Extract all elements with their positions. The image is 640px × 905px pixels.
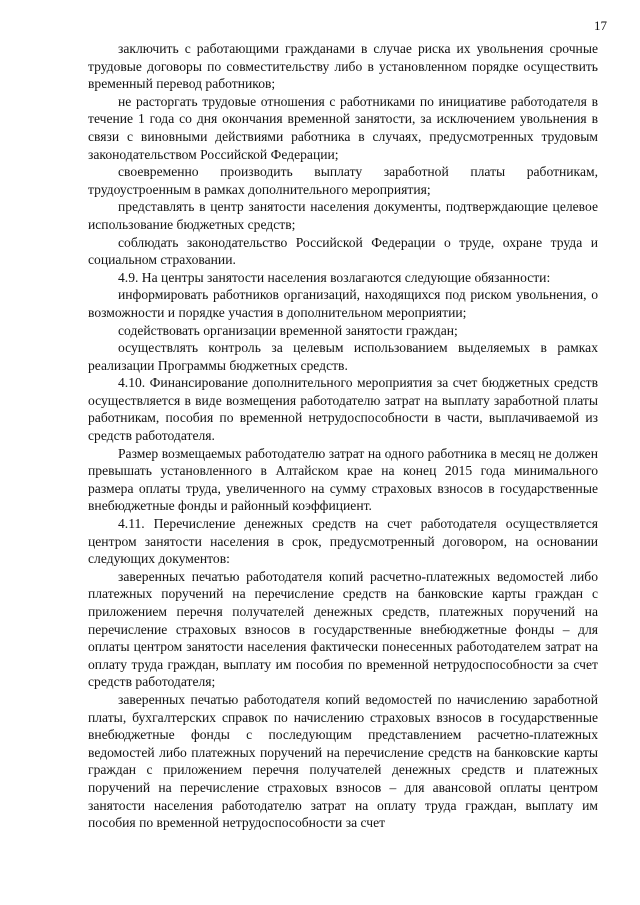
- paragraph: представлять в центр занятости населения документы, подтверждающие целевое использование бюджетных средств;: [88, 199, 598, 232]
- paragraph: заключить с работающими гражданами в случае риска их увольнения срочные трудовые договоры по совместительству либо в установленном порядке осуществить временный перевод работников;: [88, 41, 598, 92]
- section-4-10: 4.10. Финансирование дополнительного мероприятия за счет бюджетных средств осуществляется в виде возмещения работодателю затрат на выплату заработной платы работникам, пособия по временной нетрудоспособности в части, выплачиваемой из средств работодателя.: [88, 375, 598, 444]
- paragraph: Размер возмещаемых работодателю затрат на одного работника в месяц не должен превышать установленного в Алтайском крае на конец 2015 года минимального размера оплаты труда, увеличенного на сумму страховых взносов в государственные внебюджетные фонды и районный коэффициент.: [88, 445, 598, 514]
- paragraph: информировать работников организаций, находящихся под риском увольнения, о возможности и порядке участия в дополнительном мероприятии;: [88, 287, 598, 320]
- paragraph: заверенных печатью работодателя копий ведомостей по начислению заработной платы, бухгалтерских справок по начислению страховых взносов в государственные внебюджетные фонды с последующим представлением расчетно-платежных ведомостей либо платежных поручений на перечисление средств на банковские карты граждан с приложением перечня получателей денежных средств и платежных поручений на перечисление страховых взносов – для авансовой оплаты центром занятости населения работодателю затрат на оплату труда граждан, выплату им пособия по временной нетрудоспособности за счет: [88, 691, 598, 831]
- section-4-11: 4.11. Перечисление денежных средств на счет работодателя осуществляется центром занятости населения в срок, предусмотренный договором, на основании следующих документов:: [88, 516, 598, 567]
- paragraph: своевременно производить выплату заработной платы работникам, трудоустроенным в рамках дополнительного мероприятия;: [88, 164, 598, 197]
- paragraph: содействовать организации временной занятости граждан;: [118, 322, 458, 338]
- paragraph: осуществлять контроль за целевым использованием выделяемых в рамках реализации Программы бюджетных средств.: [88, 340, 598, 373]
- paragraph: заверенных печатью работодателя копий расчетно-платежных ведомостей либо платежных поручений на перечисление средств на банковские карты граждан с приложением перечня получателей денежных средств, платежных поручений на перечисление страховых взносов в государственные внебюджетные фонды – для оплаты центром занятости населения фактически понесенных работодателем затрат на оплату труда граждан, выплату им пособия по временной нетрудоспособности за счет средств работодателя;: [88, 568, 598, 690]
- document-body: [88, 40, 598, 832]
- page-number: 17: [594, 18, 607, 33]
- paragraph: соблюдать законодательство Российской Федерации о труде, охране труда и социальном страховании.: [88, 234, 598, 268]
- paragraph: не расторгать трудовые отношения с работниками по инициативе работодателя в течение 1 года со дня окончания временной занятости, за исключением увольнения в связи с виновными действиями работника в случаях, предусмотренных трудовым законодательством Российской Федерации;: [88, 93, 598, 162]
- section-heading-4-9: 4.9. На центры занятости населения возлагаются следующие обязанности:: [118, 269, 551, 285]
